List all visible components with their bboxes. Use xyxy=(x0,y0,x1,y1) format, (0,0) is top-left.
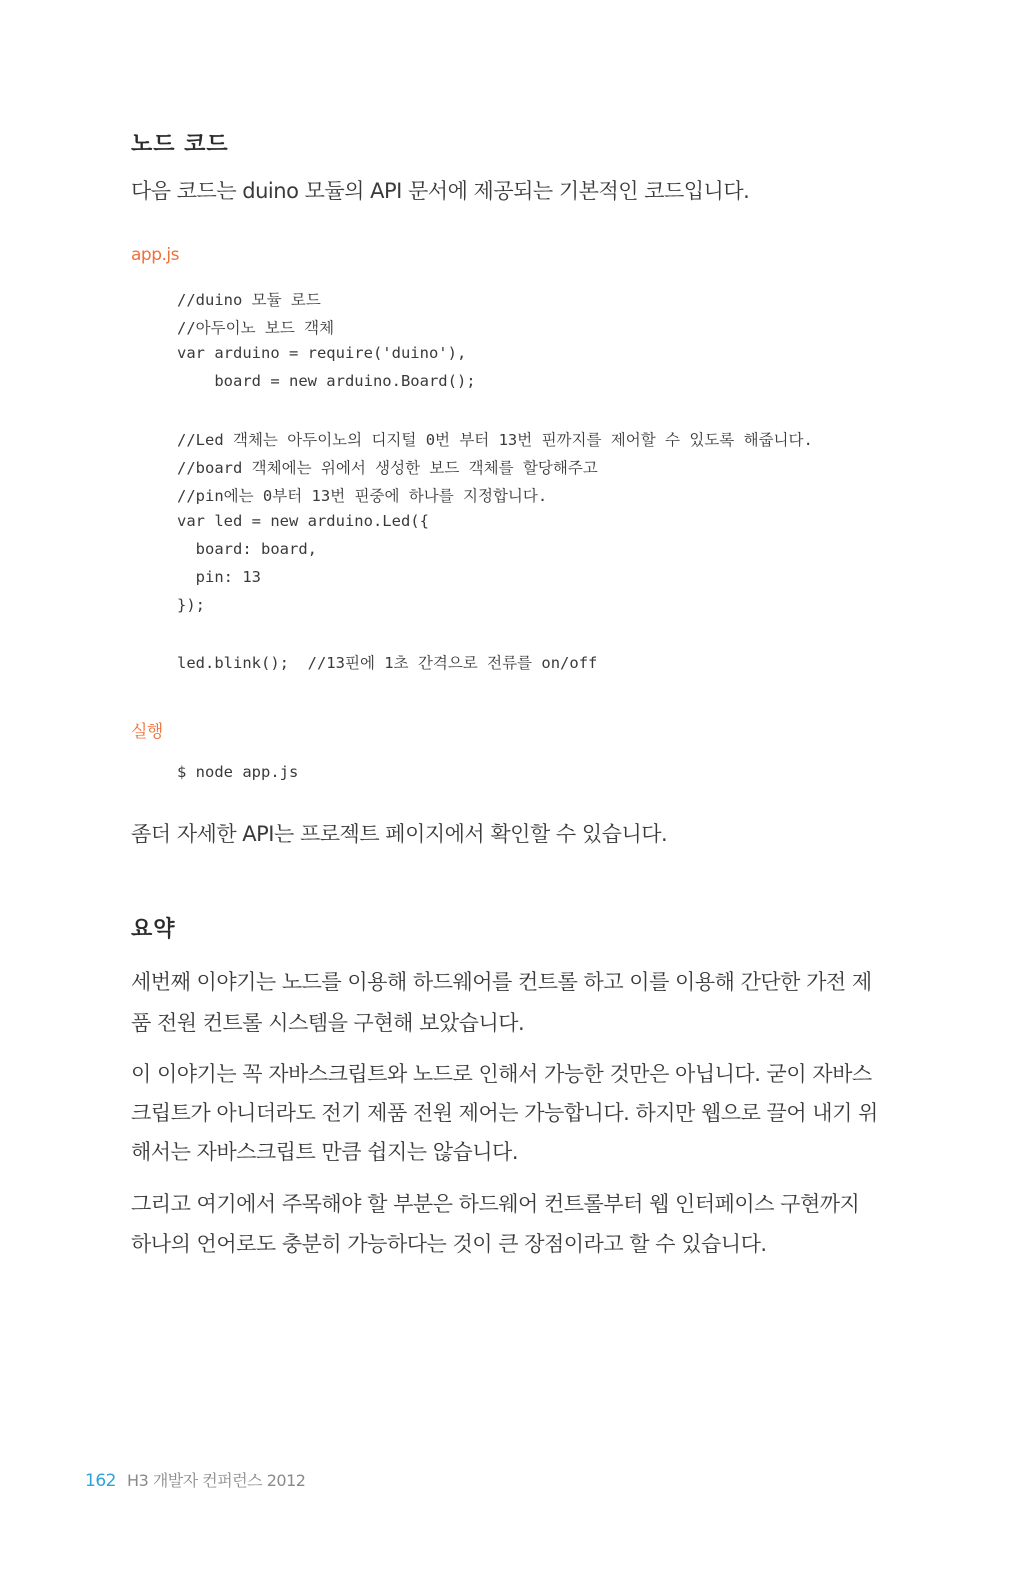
code-line: board = new arduino.Board(); xyxy=(177,372,476,390)
code-line: //아두이노 보드 객체 xyxy=(177,319,335,337)
summary-p2-line: 이 이야기는 꼭 자바스크립트와 노드로 인해서 가능한 것만은 아닙니다. 굳이 자바스 xyxy=(131,1062,872,1086)
summary-p1-line: 품 전원 컨트롤 시스템을 구현해 보았습니다. xyxy=(131,1011,525,1035)
code-line: pin: 13 xyxy=(177,568,261,586)
run-label: 실행 xyxy=(131,722,163,742)
code-line: board: board, xyxy=(177,540,317,558)
code-line: //pin에는 0부터 13번 핀중에 하나를 지정합니다. xyxy=(177,487,548,505)
intro-paragraph: 다음 코드는 duino 모듈의 API 문서에 제공되는 기본적인 코드입니다. xyxy=(131,179,750,203)
page-footer xyxy=(85,1468,305,1491)
summary-p1-line: 세번째 이야기는 노드를 이용해 하드웨어를 컨트롤 하고 이를 이용해 간단한 가전 제 xyxy=(131,970,872,994)
run-command: $ node app.js xyxy=(177,763,299,781)
summary-p3-line: 그리고 여기에서 주목해야 할 부분은 하드웨어 컨트롤부터 웹 인터페이스 구현까지 xyxy=(131,1192,860,1216)
code-line: //Led 객체는 아두이노의 디지털 0번 부터 13번 핀까지를 제어할 수 있도록 해줍니다. xyxy=(177,431,813,449)
summary-p3-line: 하나의 언어로도 충분히 가능하다는 것이 큰 장점이라고 할 수 있습니다. xyxy=(131,1232,767,1256)
code-line: //duino 모듈 로드 xyxy=(177,291,321,309)
summary-p2-line: 해서는 자바스크립트 만큼 쉽지는 않습니다. xyxy=(131,1140,519,1164)
code-line: }); xyxy=(177,596,205,614)
code-line: var arduino = require('duino'), xyxy=(177,344,467,362)
summary-p2-line: 크립트가 아니더라도 전기 제품 전원 제어는 가능합니다. 하지만 웹으로 끌어 내기 위 xyxy=(131,1101,878,1125)
page-number: 162 xyxy=(85,1471,116,1491)
code-line: led.blink(); //13핀에 1초 간격으로 전류를 on/off xyxy=(177,654,598,672)
publication-title: H3 개발자 컨퍼런스 2012 xyxy=(127,1471,306,1490)
code-label-appjs: app.js xyxy=(131,245,179,265)
code-line: //board 객체에는 위에서 생성한 보드 객체를 할당해주고 xyxy=(177,459,598,477)
section-heading-node-code: 노드 코드 xyxy=(131,132,229,157)
more-info-paragraph: 좀더 자세한 API는 프로젝트 페이지에서 확인할 수 있습니다. xyxy=(131,822,668,846)
section-heading-summary: 요약 xyxy=(131,917,176,942)
code-line: var led = new arduino.Led({ xyxy=(177,512,429,530)
